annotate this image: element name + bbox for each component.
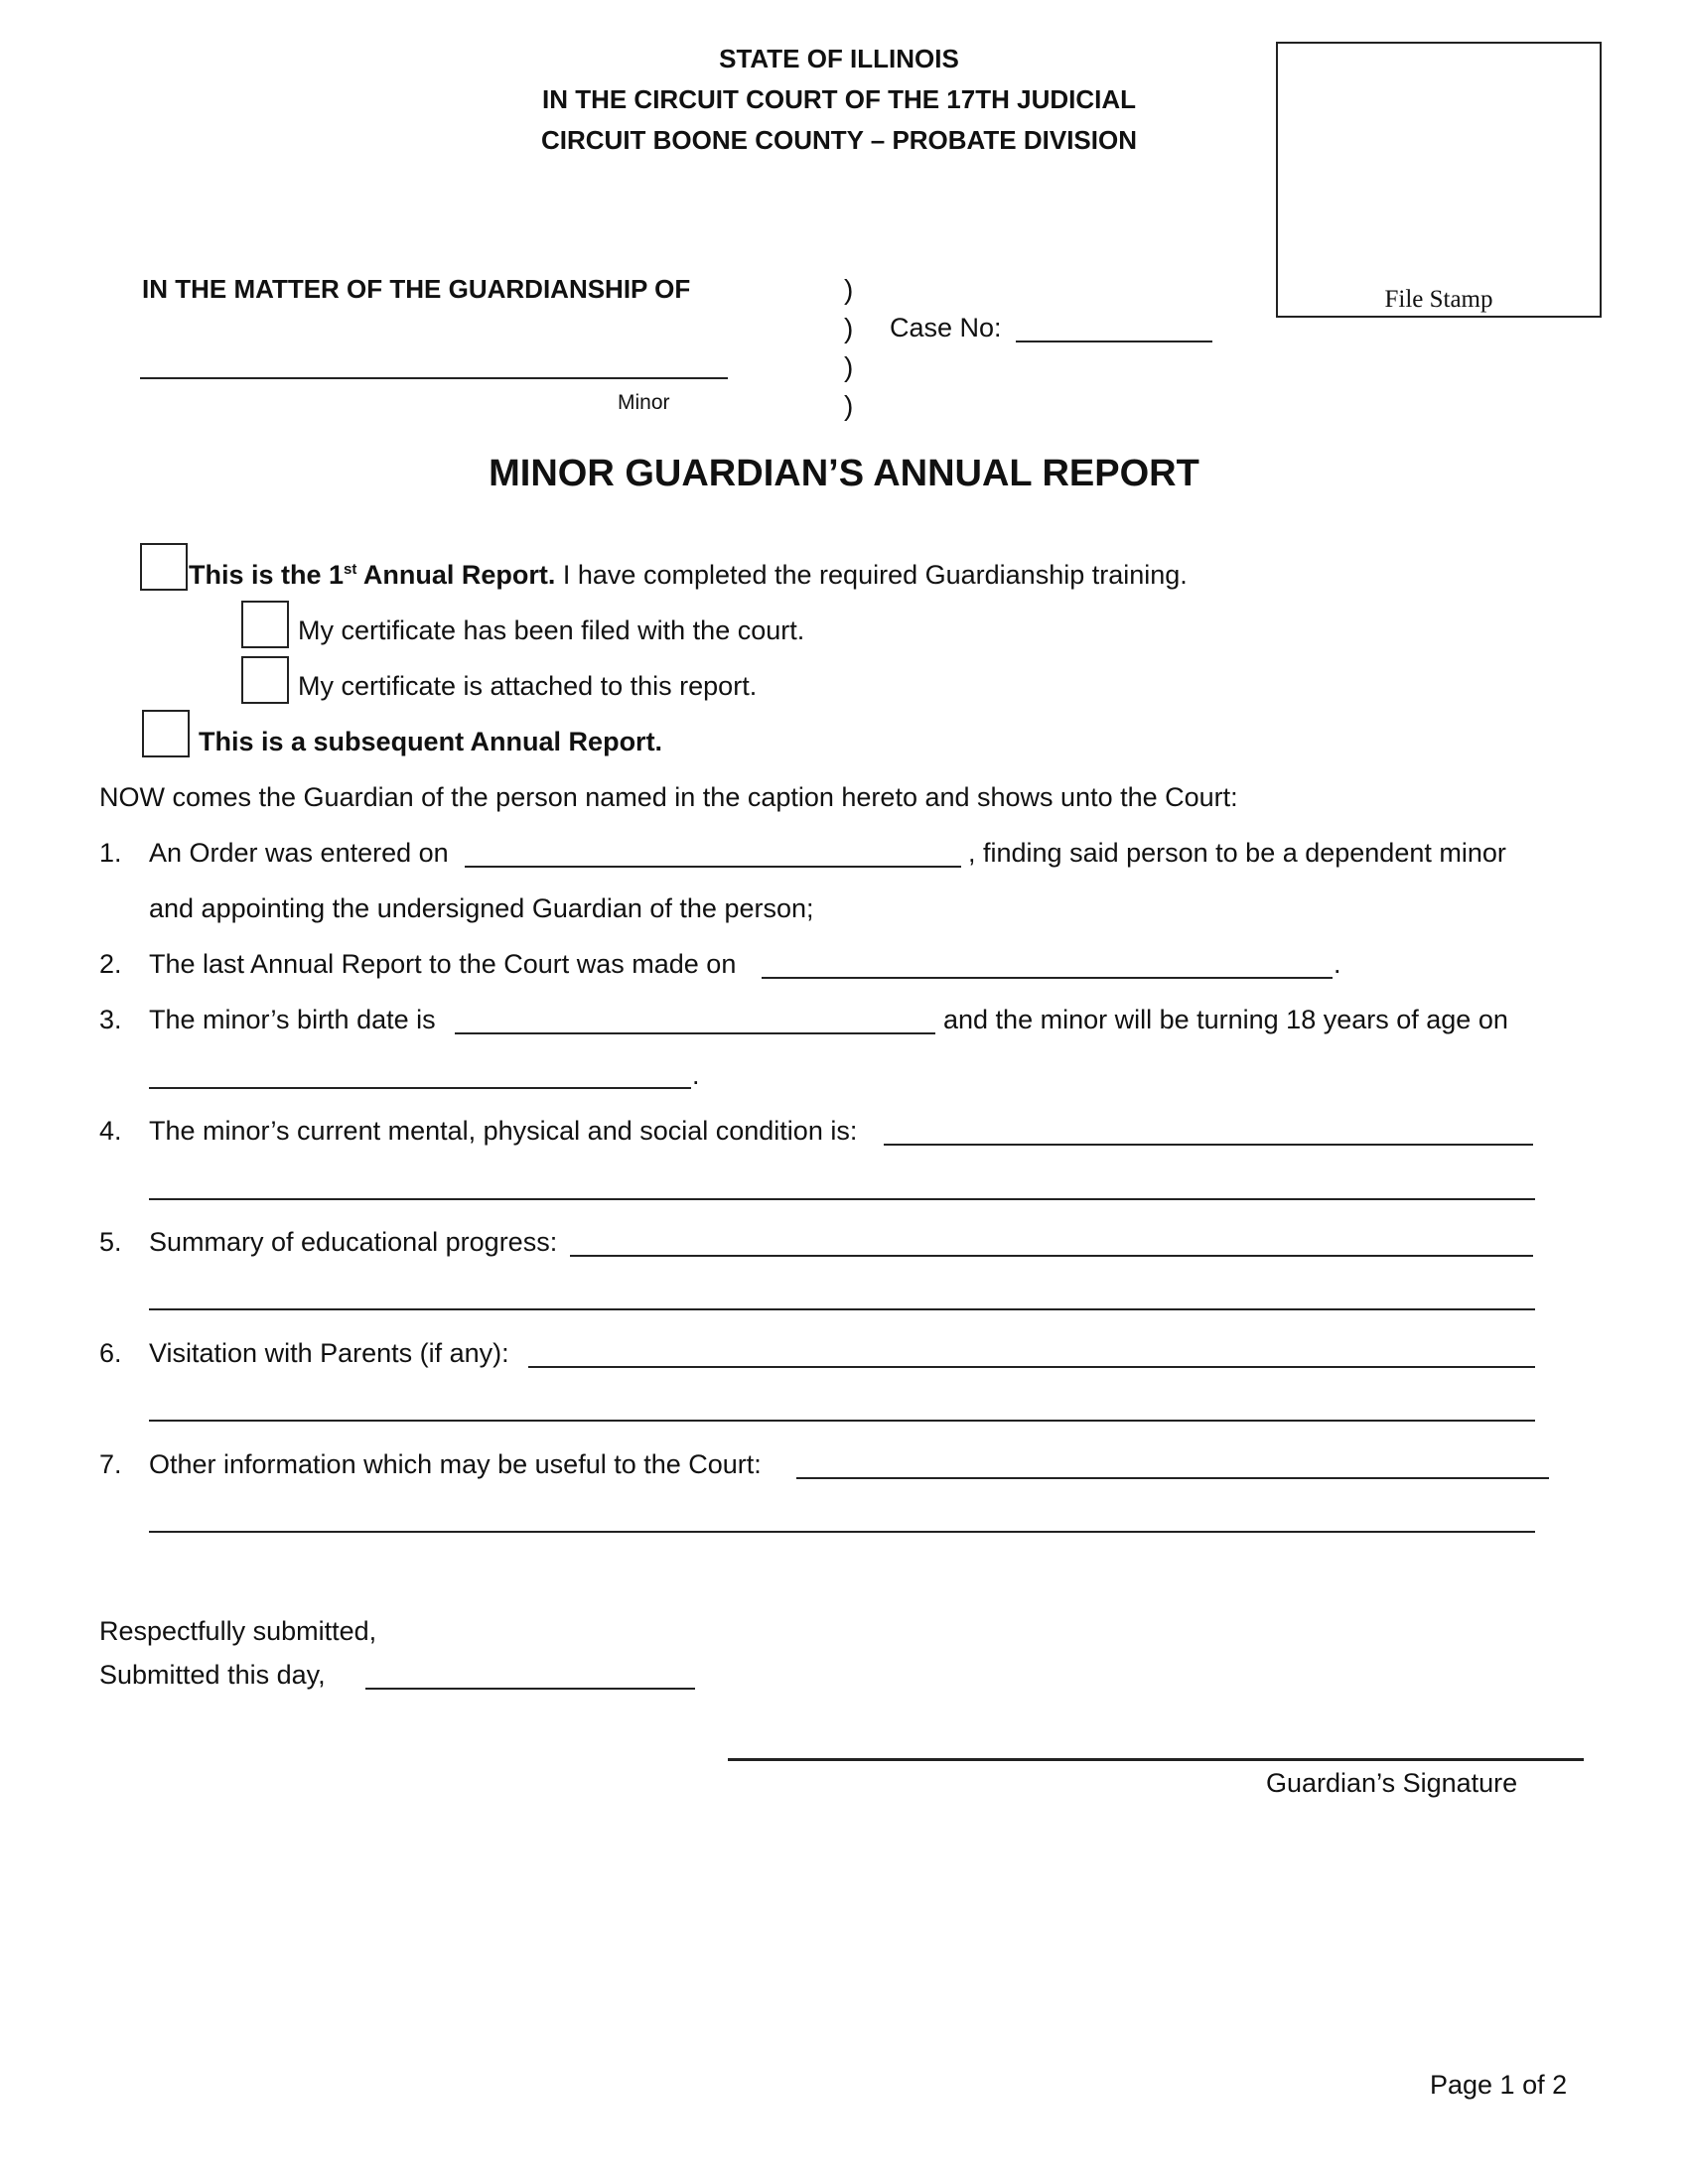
turning-18-date-field[interactable]	[149, 1087, 691, 1089]
minor-label: Minor	[618, 391, 670, 414]
other-info-field-line2[interactable]	[149, 1531, 1535, 1533]
header-division: CIRCUIT BOONE COUNTY – PROBATE DIVISION	[541, 125, 1137, 155]
subsequent-report-checkbox[interactable]	[142, 710, 190, 757]
item6-text: Visitation with Parents (if any):	[149, 1338, 509, 1368]
case-no-label: Case No:	[890, 313, 1002, 342]
item-number: 1.	[99, 838, 122, 868]
item-number: 2.	[99, 949, 122, 979]
item5-text: Summary of educational progress:	[149, 1227, 558, 1257]
item1-text-b: , finding said person to be a dependent minor	[968, 838, 1506, 868]
cert-filed-label: My certificate has been filed with the court.	[298, 615, 805, 645]
item2-period: .	[1334, 949, 1341, 979]
item1-text-a: An Order was entered on	[149, 838, 449, 868]
condition-field[interactable]	[884, 1144, 1533, 1146]
guardian-signature-label: Guardian’s Signature	[1266, 1768, 1518, 1798]
file-stamp-box	[1276, 42, 1602, 318]
first-report-training: I have completed the required Guardianship training.	[555, 560, 1188, 590]
item-number: 3.	[99, 1005, 122, 1034]
last-report-date-field[interactable]	[762, 977, 1333, 979]
first-report-checkbox[interactable]	[140, 543, 188, 591]
item3-text-a: The minor’s birth date is	[149, 1005, 436, 1034]
guardian-signature-line[interactable]	[728, 1758, 1584, 1761]
header-state: STATE OF ILLINOIS	[719, 44, 959, 73]
page-number: Page 1 of 2	[1430, 2070, 1568, 2100]
minor-name-line[interactable]	[140, 377, 728, 379]
first-report-text	[189, 560, 1188, 591]
caption-paren: )	[844, 390, 854, 421]
item-number: 4.	[99, 1116, 122, 1146]
item-number: 7.	[99, 1449, 122, 1479]
file-stamp-label: File Stamp	[1384, 286, 1493, 313]
visitation-field-line2[interactable]	[149, 1420, 1535, 1422]
other-info-field[interactable]	[796, 1477, 1549, 1479]
condition-field-line2[interactable]	[149, 1198, 1535, 1200]
item3-text-b: and the minor will be turning 18 years of age on	[943, 1005, 1508, 1034]
caption-paren: )	[844, 274, 854, 305]
item2-text: The last Annual Report to the Court was made on	[149, 949, 737, 979]
cert-attached-label: My certificate is attached to this report.	[298, 671, 758, 701]
education-field[interactable]	[570, 1255, 1533, 1257]
intro-text: NOW comes the Guardian of the person named in the caption hereto and shows unto the Court:	[99, 782, 1238, 812]
respectfully-submitted: Respectfully submitted,	[99, 1616, 377, 1646]
first-report-sup: st	[344, 561, 357, 578]
first-report-heading-b: Annual Report.	[356, 560, 556, 590]
item1-text-c: and appointing the undersigned Guardian of the person;	[149, 893, 814, 923]
submitted-day-label: Submitted this day,	[99, 1660, 326, 1690]
case-no-field[interactable]	[1016, 341, 1212, 342]
submitted-date-field[interactable]	[365, 1688, 695, 1690]
order-date-field[interactable]	[465, 866, 961, 868]
guardianship-matter-label: IN THE MATTER OF THE GUARDIANSHIP OF	[142, 274, 691, 304]
first-report-heading: This is the 1	[189, 560, 345, 590]
item-number: 5.	[99, 1227, 122, 1257]
birth-date-field[interactable]	[455, 1032, 935, 1034]
item4-text: The minor’s current mental, physical and social condition is:	[149, 1116, 858, 1146]
item7-text: Other information which may be useful to the Court:	[149, 1449, 762, 1479]
subsequent-report-label: This is a subsequent Annual Report.	[199, 727, 663, 756]
visitation-field[interactable]	[528, 1366, 1535, 1368]
header-court: IN THE CIRCUIT COURT OF THE 17TH JUDICIAL	[541, 84, 1136, 114]
education-field-line2[interactable]	[149, 1308, 1535, 1310]
page-title: MINOR GUARDIAN’S ANNUAL REPORT	[489, 453, 1199, 494]
caption-paren: )	[844, 313, 854, 343]
item3-period: .	[692, 1060, 700, 1090]
cert-filed-checkbox[interactable]	[241, 601, 289, 648]
caption-paren: )	[844, 351, 854, 382]
cert-attached-checkbox[interactable]	[241, 656, 289, 704]
item-number: 6.	[99, 1338, 122, 1368]
